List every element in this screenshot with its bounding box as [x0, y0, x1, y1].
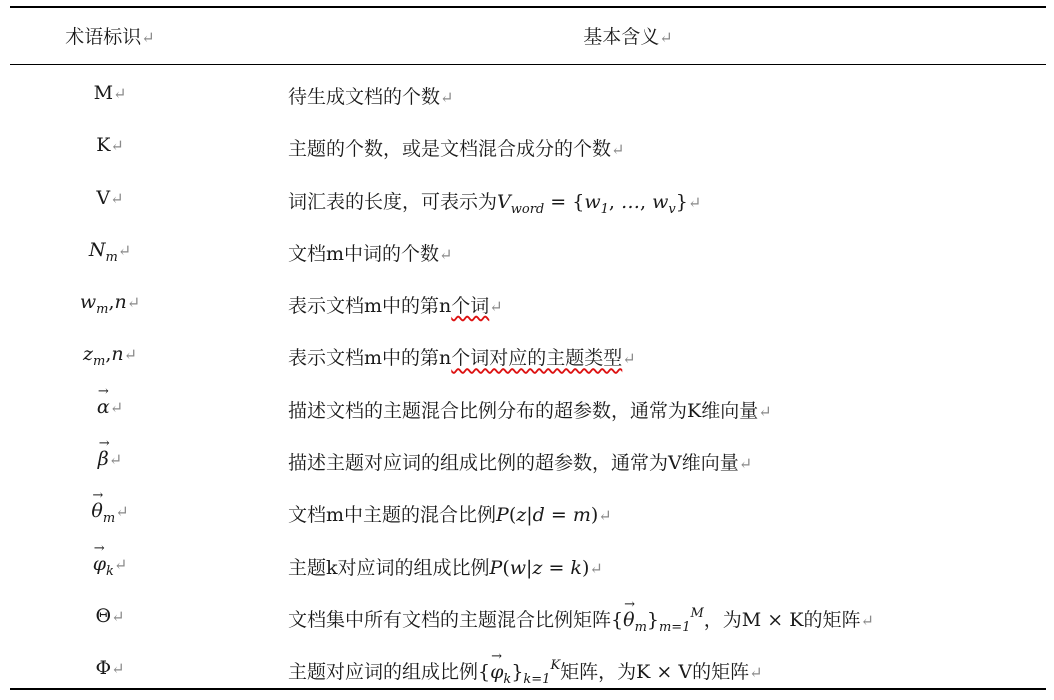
table-row — [10, 647, 1046, 699]
term-symbol: → β — [98, 448, 109, 470]
table-row — [10, 490, 1046, 542]
table-row — [10, 333, 1046, 385]
term-symbol: → $\varphi_k$ — [93, 553, 114, 575]
meaning-cell: 文档集中所有文档的主题混合比例矩阵{→ $\theta_m\}_{m=1}^M$，为M × K的矩阵↵ — [288, 605, 874, 635]
meaning-cell: 文档m中主题的混合比例P(z|d = m)↵ — [288, 504, 612, 527]
header-term: 术语标识↵ — [65, 26, 155, 48]
table-row — [10, 543, 1046, 595]
meaning-cell: 主题的个数，或是文档混合成分的个数↵ — [288, 138, 625, 161]
meaning-cell: 词汇表的长度，可表示为$V_{word} = \{w_1$, …, $w_v\}↵$ — [288, 190, 702, 217]
meaning-cell: 文档m中词的个数↵ — [288, 242, 453, 265]
table-row — [10, 177, 1046, 229]
term-symbol: $w_m,n$ — [79, 291, 127, 318]
table-row — [10, 124, 1046, 176]
term-cell: → α↵ — [10, 396, 210, 418]
term-cell: V↵ — [96, 186, 124, 209]
term-symbol: → $\theta_m$ — [91, 500, 115, 522]
terms-table — [10, 0, 1046, 698]
term-cell: → $\varphi_k↵$ — [10, 553, 210, 579]
meaning-cell: 表示文档m中的第n个词对应的主题类型↵ — [288, 347, 636, 370]
table-row — [10, 229, 1046, 281]
formula: P(w|z = k) — [489, 556, 590, 579]
term-cell: Θ↵ — [95, 604, 125, 627]
meaning-cell: 表示文档m中的第n个词↵ — [288, 295, 503, 318]
table-row — [10, 438, 1046, 490]
term-cell: → β↵ — [10, 448, 210, 470]
formula: {→ $\varphi_k\}_{k=1}^K$ — [478, 661, 560, 683]
term-cell: K↵ — [96, 134, 124, 157]
formula: P(z|d = m) — [496, 504, 599, 527]
meaning-cell: 描述主题对应词的组成比例的超参数，通常为V维向量↵ — [288, 452, 753, 475]
table-row — [10, 72, 1046, 124]
table-row — [10, 281, 1046, 333]
table-header-row — [10, 22, 1046, 58]
formula: $V_{word} = \{w_1$, …, $w_v$} — [497, 190, 688, 217]
table-row — [10, 386, 1046, 438]
term-cell: $N_m↵$ — [88, 238, 132, 265]
term-cell: → $\theta_m↵$ — [10, 500, 210, 526]
table-bottom-rule — [10, 688, 1046, 690]
header-meaning: 基本含义↵ — [583, 26, 673, 48]
term-cell: M↵ — [93, 82, 127, 104]
term-cell: Φ↵ — [95, 657, 125, 680]
term-cell: $w_m,n↵$ — [79, 291, 141, 318]
term-symbol: $z_m,n$ — [82, 343, 124, 370]
formula: {→ $\theta_m\}_{m=1}^M$ — [611, 609, 704, 631]
meaning-cell: 主题对应词的组成比例{→ $\varphi_k\}_{k=1}^K$矩阵，为K × V的矩阵↵ — [288, 657, 763, 687]
meaning-cell: 待生成文档的个数↵ — [288, 86, 454, 108]
table-top-rule — [10, 6, 1046, 8]
table-header-rule — [10, 64, 1046, 65]
term-symbol: $N_m$ — [88, 238, 118, 265]
term-cell: $z_m,n↵$ — [82, 343, 138, 370]
table-row — [10, 595, 1046, 647]
meaning-cell: 主题k对应词的组成比例P(w|z = k)↵ — [288, 556, 603, 579]
table-body — [10, 72, 1046, 700]
meaning-cell: 描述文档的主题混合比例分布的超参数，通常为K维向量↵ — [288, 399, 772, 422]
term-symbol: → α — [97, 396, 110, 418]
